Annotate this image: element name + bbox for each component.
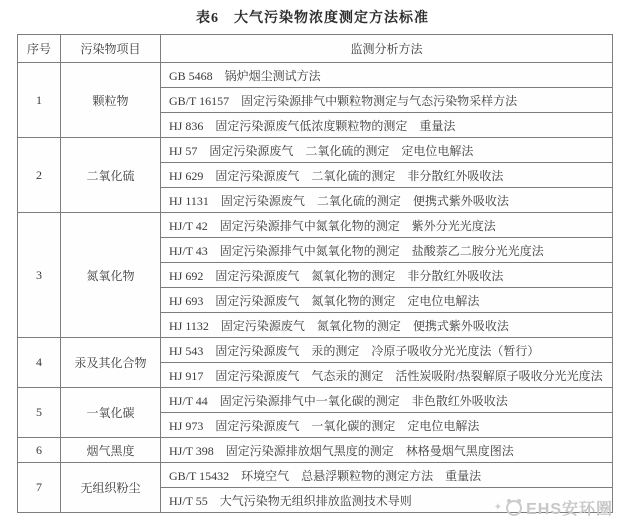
table-row bbox=[18, 438, 613, 463]
method-cell: HJ 693 固定污染源废气 氮氧化物的测定 定电位电解法 bbox=[161, 288, 613, 313]
sparkle-icon: ✦ bbox=[493, 501, 503, 513]
method-cell: HJ 692 固定污染源废气 氮氧化物的测定 非分散红外吸收法 bbox=[161, 263, 613, 288]
table-row bbox=[18, 213, 613, 238]
page-title: 表6 大气污染物浓度测定方法标准 bbox=[196, 11, 429, 26]
table-row bbox=[18, 138, 613, 163]
method-cell: HJ 917 固定污染源废气 气态汞的测定 活性炭吸附/热裂解原子吸收分光光度法 bbox=[161, 363, 613, 388]
watermark bbox=[494, 496, 613, 519]
watermark-label: EHS安环圈 bbox=[526, 501, 613, 518]
method-cell: HJ/T 44 固定污染源排气中一氧化碳的测定 非色散红外吸收法 bbox=[161, 388, 613, 413]
method-cell: HJ 57 固定污染源废气 二氧化硫的测定 定电位电解法 bbox=[161, 138, 613, 163]
method-cell: HJ 1131 固定污染源废气 二氧化硫的测定 便携式紫外吸收法 bbox=[161, 188, 613, 213]
method-cell: HJ 973 固定污染源废气 一氧化碳的测定 定电位电解法 bbox=[161, 413, 613, 438]
method-cell: HJ/T 43 固定污染源排气中氮氧化物的测定 盐酸萘乙二胺分光光度法 bbox=[161, 238, 613, 263]
method-cell: HJ 629 固定污染源废气 二氧化硫的测定 非分散红外吸收法 bbox=[161, 163, 613, 188]
pollutant-cell: 氮氧化物 bbox=[61, 213, 161, 338]
method-cell: GB/T 15432 环境空气 总悬浮颗粒物的测定方法 重量法 bbox=[161, 463, 613, 488]
pollutant-cell: 汞及其化合物 bbox=[61, 338, 161, 388]
table-header-row bbox=[18, 35, 613, 63]
ehs-logo-icon bbox=[506, 500, 522, 516]
pollutant-cell: 一氧化碳 bbox=[61, 388, 161, 438]
method-cell: HJ 543 固定污染源废气 汞的测定 冷原子吸收分光光度法（暂行） bbox=[161, 338, 613, 363]
method-cell: GB/T 16157 固定污染源排气中颗粒物测定与气态污染物采样方法 bbox=[161, 88, 613, 113]
table-row bbox=[18, 463, 613, 488]
method-cell: GB 5468 锅炉烟尘测试方法 bbox=[161, 63, 613, 88]
pollutant-cell: 二氧化硫 bbox=[61, 138, 161, 213]
serial-number-cell: 5 bbox=[18, 388, 61, 438]
pollutant-cell: 无组织粉尘 bbox=[61, 463, 161, 513]
table-row bbox=[18, 338, 613, 363]
method-cell: HJ/T 42 固定污染源排气中氮氧化物的测定 紫外分光光度法 bbox=[161, 213, 613, 238]
method-cell: HJ 836 固定污染源废气低浓度颗粒物的测定 重量法 bbox=[161, 113, 613, 138]
column-header-serial: 序号 bbox=[18, 35, 61, 63]
column-header-pollutant: 污染物项目 bbox=[61, 35, 161, 63]
methods-table bbox=[17, 34, 613, 513]
table-row bbox=[18, 388, 613, 413]
pollutant-cell: 烟气黑度 bbox=[61, 438, 161, 463]
serial-number-cell: 6 bbox=[18, 438, 61, 463]
method-cell: HJ 1132 固定污染源废气 氮氧化物的测定 便携式紫外吸收法 bbox=[161, 313, 613, 338]
serial-number-cell: 7 bbox=[18, 463, 61, 513]
table-row bbox=[18, 63, 613, 88]
serial-number-cell: 4 bbox=[18, 338, 61, 388]
column-header-method: 监测分析方法 bbox=[161, 35, 613, 63]
serial-number-cell: 3 bbox=[18, 213, 61, 338]
methods-table-body bbox=[18, 63, 613, 513]
pollutant-cell: 颗粒物 bbox=[61, 63, 161, 138]
method-cell: HJ/T 398 固定污染源排放烟气黑度的测定 林格曼烟气黑度图法 bbox=[161, 438, 613, 463]
serial-number-cell: 2 bbox=[18, 138, 61, 213]
serial-number-cell: 1 bbox=[18, 63, 61, 138]
method-cell: HJ/T 55 大气污染物无组织排放监测技术导则 bbox=[161, 488, 613, 513]
